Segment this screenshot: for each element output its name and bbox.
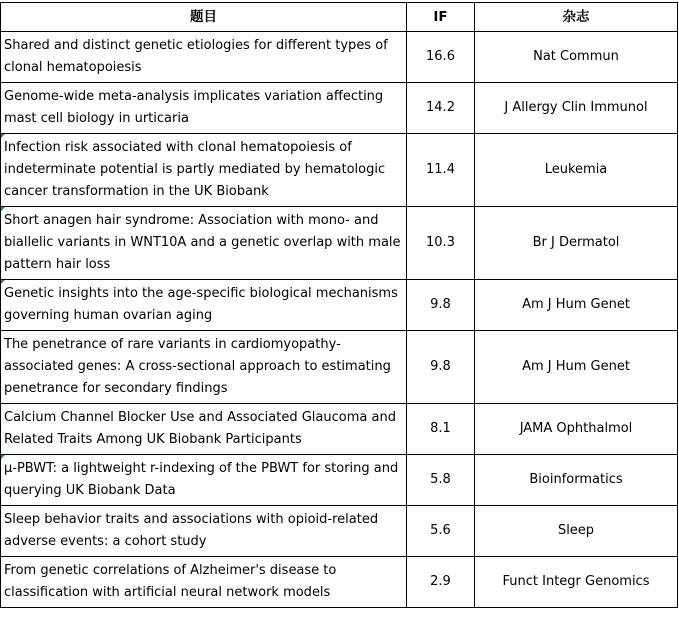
journal-cell[interactable]: Am J Hum Genet: [475, 280, 678, 331]
table-row: [1, 506, 678, 557]
header-title[interactable]: 题目: [1, 3, 407, 32]
comment-marker-icon: [1, 134, 5, 138]
table-row: [1, 557, 678, 608]
impact-factor-cell[interactable]: 9.8: [407, 331, 475, 404]
paper-title-cell[interactable]: [1, 83, 407, 134]
header-journal[interactable]: 杂志: [475, 3, 678, 32]
impact-factor-cell[interactable]: 8.1: [407, 404, 475, 455]
journal-cell[interactable]: Bioinformatics: [475, 455, 678, 506]
impact-factor-cell[interactable]: 9.8: [407, 280, 475, 331]
paper-title: Infection risk associated with clonal hematopoiesis of indeterminate potential is partly mediated by hematologic cancer transformation in the UK Biobank: [4, 140, 386, 199]
paper-title: The penetrance of rare variants in cardiomyopathy-associated genes: A cross-sectional approach to estimating penetrance for secondary findings: [4, 337, 391, 396]
impact-factor-cell[interactable]: 16.6: [407, 32, 475, 83]
table-body: [1, 32, 678, 608]
impact-factor-cell[interactable]: 2.9: [407, 557, 475, 608]
paper-title: From genetic correlations of Alzheimer's disease to classification with artificial neural network models: [4, 563, 337, 600]
journal-cell[interactable]: Leukemia: [475, 134, 678, 207]
table-row: [1, 83, 678, 134]
paper-title-cell[interactable]: [1, 331, 407, 404]
table-row: [1, 134, 678, 207]
table-row: [1, 32, 678, 83]
journal-cell[interactable]: Sleep: [475, 506, 678, 557]
paper-title: Sleep behavior traits and associations with opioid-related adverse events: a cohort study: [4, 512, 379, 549]
paper-title: Genetic insights into the age-specific biological mechanisms governing human ovarian aging: [4, 286, 398, 323]
table-row: [1, 404, 678, 455]
paper-title: Short anagen hair syndrome: Association with mono- and biallelic variants in WNT10A and a genetic overlap with male pattern hair loss: [4, 213, 401, 272]
paper-title: Shared and distinct genetic etiologies for different types of clonal hematopoiesis: [4, 38, 388, 75]
journal-cell[interactable]: Funct Integr Genomics: [475, 557, 678, 608]
journal-cell[interactable]: J Allergy Clin Immunol: [475, 83, 678, 134]
comment-marker-icon: [1, 280, 5, 284]
journal-cell[interactable]: Am J Hum Genet: [475, 331, 678, 404]
paper-title: Genome-wide meta-analysis implicates variation affecting mast cell biology in urticaria: [4, 89, 384, 126]
paper-title-cell[interactable]: [1, 455, 407, 506]
impact-factor-cell[interactable]: 11.4: [407, 134, 475, 207]
table-row: [1, 280, 678, 331]
paper-title-cell[interactable]: [1, 404, 407, 455]
journal-cell[interactable]: JAMA Ophthalmol: [475, 404, 678, 455]
comment-marker-icon: [1, 207, 5, 211]
paper-title-cell[interactable]: [1, 557, 407, 608]
table-row: [1, 455, 678, 506]
header-row: [1, 3, 678, 32]
paper-title-cell[interactable]: [1, 134, 407, 207]
paper-title-cell[interactable]: [1, 207, 407, 280]
impact-factor-cell[interactable]: 14.2: [407, 83, 475, 134]
paper-title: Calcium Channel Blocker Use and Associated Glaucoma and Related Traits Among UK Biobank Participants: [4, 410, 396, 447]
header-if[interactable]: IF: [407, 3, 475, 32]
journal-cell[interactable]: Nat Commun: [475, 32, 678, 83]
impact-factor-cell[interactable]: 5.8: [407, 455, 475, 506]
table-row: [1, 207, 678, 280]
paper-title: μ-PBWT: a lightweight r-indexing of the PBWT for storing and querying UK Biobank Data: [4, 461, 399, 498]
impact-factor-cell[interactable]: 5.6: [407, 506, 475, 557]
table-row: [1, 331, 678, 404]
journal-cell[interactable]: Br J Dermatol: [475, 207, 678, 280]
impact-factor-cell[interactable]: 10.3: [407, 207, 475, 280]
papers-table: [0, 2, 678, 608]
paper-title-cell[interactable]: [1, 32, 407, 83]
comment-marker-icon: [1, 455, 5, 459]
paper-title-cell[interactable]: [1, 506, 407, 557]
paper-title-cell[interactable]: [1, 280, 407, 331]
